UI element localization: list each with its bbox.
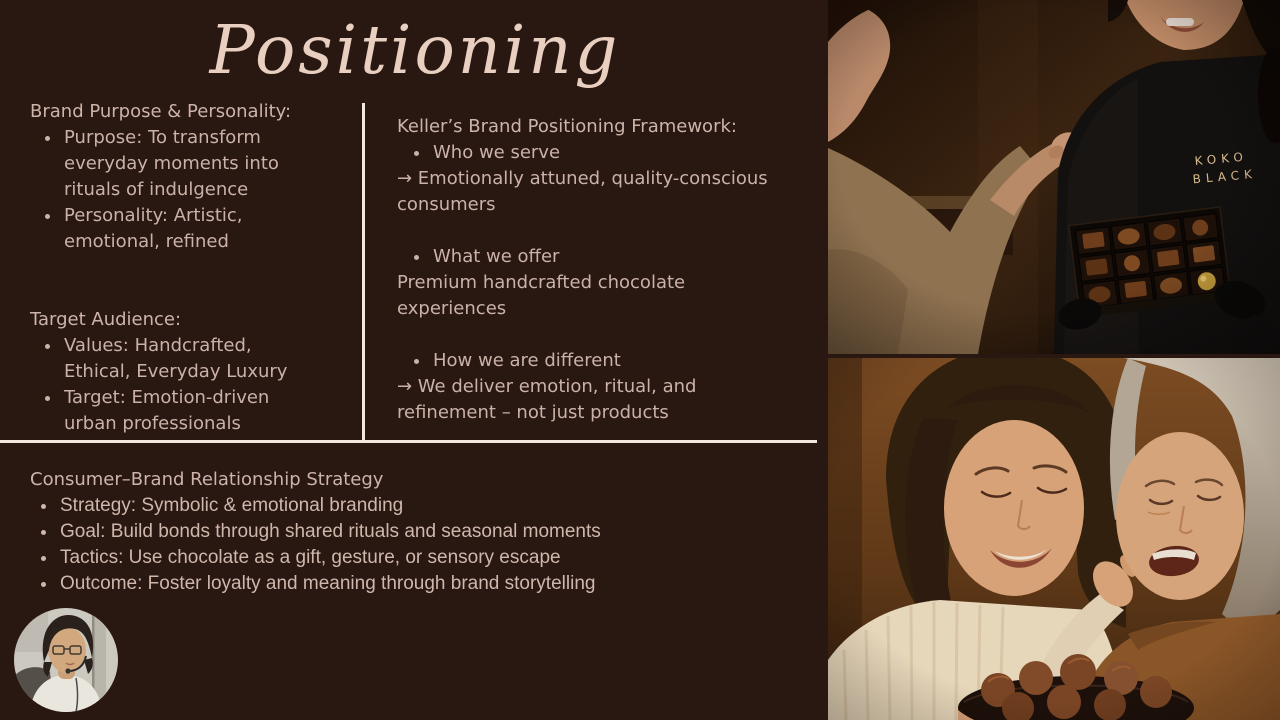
- mic-tip: [65, 668, 70, 673]
- list-item: • How we are different: [431, 348, 791, 374]
- horizontal-divider: [0, 440, 817, 443]
- chocolatier-illustration: [828, 0, 1280, 354]
- photo-women-sharing-truffles: [828, 358, 1280, 720]
- vertical-divider: [362, 103, 365, 441]
- list-item: • Values: Handcrafted, Ethical, Everyday Luxury: [62, 333, 318, 385]
- list-item: • Personality: Artistic, emotional, refined: [62, 203, 318, 255]
- framework-detail: → Emotionally attuned, quality-conscious consumers: [397, 168, 768, 215]
- list-item: • Who we serve: [431, 140, 791, 166]
- framework-detail: Premium handcrafted chocolate experiences: [397, 272, 686, 319]
- truffle-sharing-illustration: [828, 358, 1280, 720]
- framework-detail: → We deliver emotion, ritual, and refinement – not just products: [397, 376, 697, 423]
- list-item: • Goal: Build bonds through shared rituals and seasonal moments: [58, 519, 830, 545]
- middle-column: [397, 114, 791, 426]
- framework-item: [397, 140, 791, 218]
- keller-framework-heading: Keller’s Brand Positioning Framework:: [397, 116, 737, 137]
- list-item: • What we offer: [431, 244, 791, 270]
- list-item: • Outcome: Foster loyalty and meaning through brand storytelling: [58, 571, 830, 597]
- list-item: • Target: Emotion-driven urban professionals: [62, 385, 318, 437]
- framework-item: [397, 348, 791, 426]
- target-audience-heading: Target Audience:: [30, 309, 182, 330]
- left-column: [30, 99, 362, 437]
- list-item: • Strategy: Symbolic & emotional branding: [58, 493, 830, 519]
- webcam-video: [14, 608, 118, 712]
- relationship-strategy-heading: Consumer–Brand Relationship Strategy: [30, 469, 384, 490]
- list-item: • Tactics: Use chocolate as a gift, gesture, or sensory escape: [58, 545, 830, 571]
- webcam-overlay[interactable]: [14, 608, 118, 712]
- slide-title: Positioning: [209, 11, 621, 89]
- vignette: [828, 0, 1280, 354]
- relationship-strategy-list: [30, 493, 830, 597]
- brand-purpose-heading: Brand Purpose & Personality:: [30, 101, 292, 122]
- list-item: • Purpose: To transform everyday moments into rituals of indulgence: [62, 125, 318, 203]
- framework-item: [397, 244, 791, 322]
- vignette: [828, 358, 1280, 720]
- photo-chocolatier-offering-box: [828, 0, 1280, 354]
- target-audience-list: [30, 333, 318, 437]
- bottom-section: [30, 467, 830, 597]
- brand-purpose-list: [30, 125, 318, 255]
